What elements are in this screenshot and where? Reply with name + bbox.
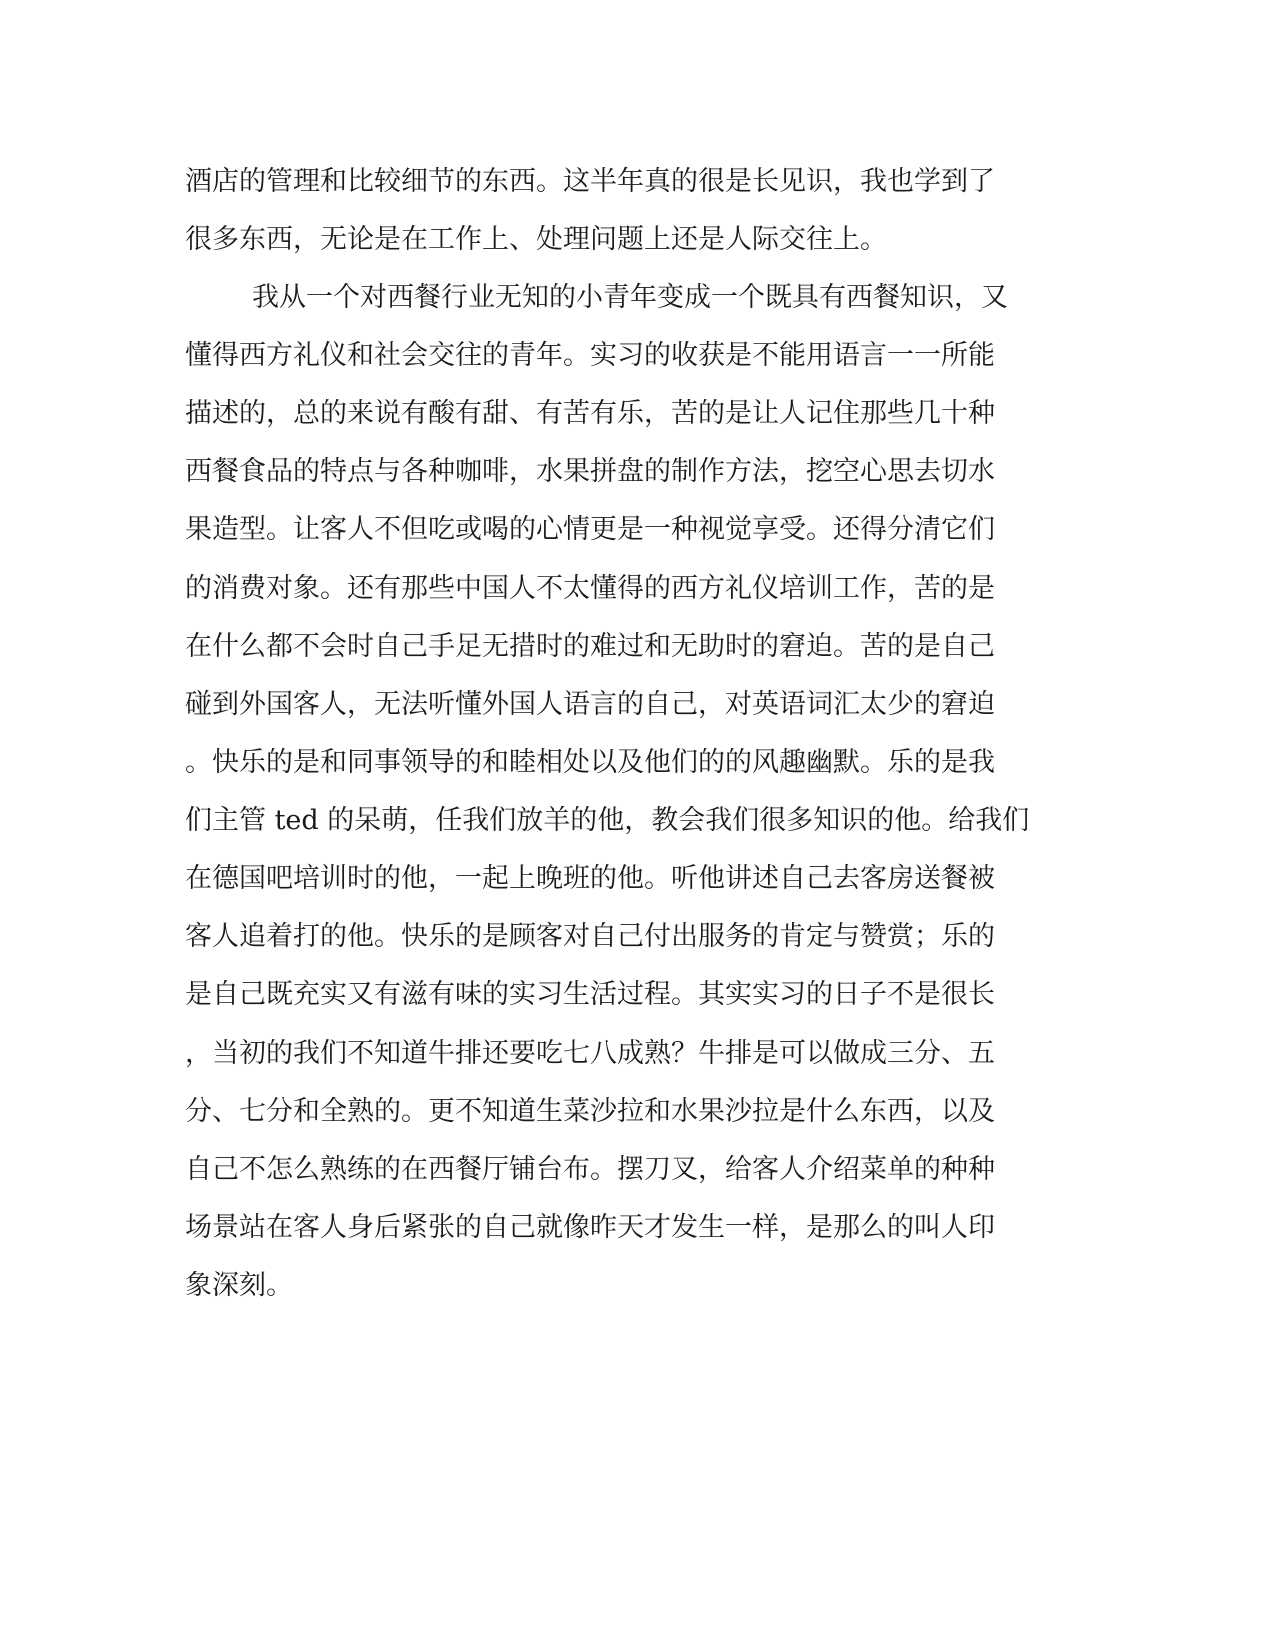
text-line: 描述的，总的来说有酸有甜、有苦有乐，苦的是让人记住那些几十种 bbox=[185, 398, 995, 429]
text-line: 象深刻。 bbox=[185, 1270, 293, 1301]
text-line: 的消费对象。还有那些中国人不太懂得的西方礼仪培训工作，苦的是 bbox=[185, 573, 995, 604]
text-line: 客人追着打的他。快乐的是顾客对自己付出服务的肯定与赞赏；乐的 bbox=[185, 921, 995, 952]
text-line: 在德国吧培训时的他，一起上晚班的他。听他讲述自己去客房送餐被 bbox=[185, 863, 995, 894]
text-line: 场景站在客人身后紧张的自己就像昨天才发生一样，是那么的叫人印 bbox=[185, 1212, 995, 1243]
text-line: 懂得西方礼仪和社会交往的青年。实习的收获是不能用语言一一所能 bbox=[185, 340, 995, 371]
text-line: 们主管 ted 的呆萌，任我们放羊的他，教会我们很多知识的他。给我们 bbox=[185, 805, 1030, 836]
text-line: 是自己既充实又有滋有味的实习生活过程。其实实习的日子不是很长 bbox=[185, 979, 995, 1010]
text-line: 酒店的管理和比较细节的东西。这半年真的很是长见识，我也学到了 bbox=[185, 166, 995, 197]
text-line: 碰到外国客人，无法听懂外国人语言的自己，对英语词汇太少的窘迫 bbox=[185, 689, 995, 720]
text-line: ，当初的我们不知道牛排还要吃七八成熟？牛排是可以做成三分、五 bbox=[185, 1038, 995, 1069]
paragraph-first-line: 我从一个对西餐行业无知的小青年变成一个既具有西餐知识，又 bbox=[252, 282, 1008, 313]
text-line: 西餐食品的特点与各种咖啡，水果拼盘的制作方法，挖空心思去切水 bbox=[185, 456, 995, 487]
text-line: 在什么都不会时自己手足无措时的难过和无助时的窘迫。苦的是自己 bbox=[185, 631, 995, 662]
text-line: 很多东西，无论是在工作上、处理问题上还是人际交往上。 bbox=[185, 224, 887, 255]
text-line: 分、七分和全熟的。更不知道生菜沙拉和水果沙拉是什么东西，以及 bbox=[185, 1096, 995, 1127]
text-line: 自己不怎么熟练的在西餐厅铺台布。摆刀叉，给客人介绍菜单的种种 bbox=[185, 1154, 995, 1185]
text-line: 果造型。让客人不但吃或喝的心情更是一种视觉享受。还得分清它们 bbox=[185, 514, 995, 545]
text-line: 。快乐的是和同事领导的和睦相处以及他们的的风趣幽默。乐的是我 bbox=[185, 747, 995, 778]
